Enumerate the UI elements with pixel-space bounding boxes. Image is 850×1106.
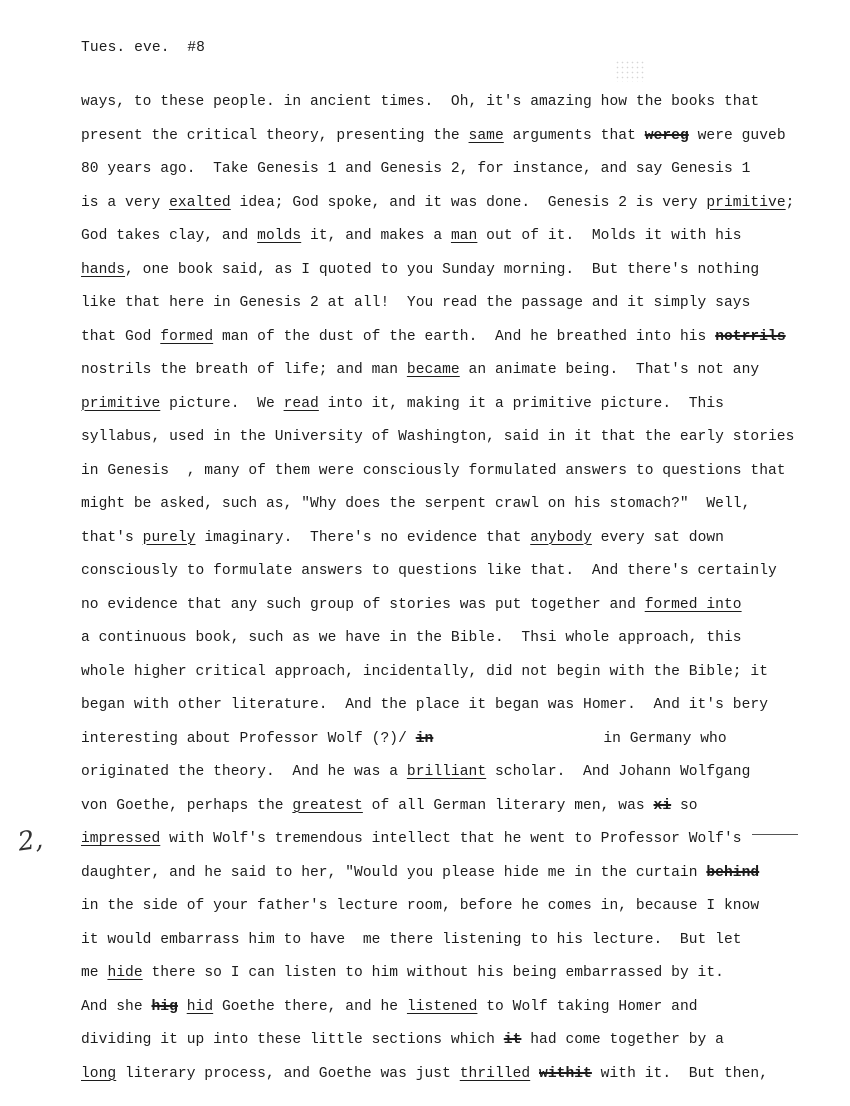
text-line [81, 155, 781, 189]
struck-word: xi [653, 797, 672, 814]
text-run: to Wolf taking Homer and [477, 998, 698, 1015]
margin-rule [752, 834, 798, 835]
text-run: might be asked, such as, "Why does the serpent crawl on his stomach?" Well, [81, 496, 751, 512]
text-run: And she [81, 998, 152, 1015]
text-run: literary process, and Goethe was just [116, 1065, 460, 1082]
underlined-word: hands [81, 261, 126, 278]
text-run [178, 999, 187, 1015]
underlined-word: hide [107, 965, 143, 981]
text-line [81, 758, 781, 792]
underlined-word: anybody [530, 529, 592, 546]
struck-word: withit [539, 1065, 592, 1082]
underlined-word: greatest [292, 797, 363, 814]
text-run: scholar. And Johann Wolfgang [486, 764, 751, 780]
text-run: syllabus, used in the University of Washington, said in it that the early stories [81, 429, 795, 445]
underlined-word: man [450, 228, 478, 244]
text-run: Goethe there, and he [213, 998, 407, 1015]
text-run: originated the theory. And he was a [81, 764, 407, 780]
underlined-word: became [406, 362, 460, 378]
struck-word: wereg [644, 127, 689, 144]
text-run: began with other literature. And the place it began was Homer. And it's bery [81, 697, 768, 713]
text-line [81, 423, 795, 457]
text-run: picture. We [160, 395, 284, 412]
underlined-word: impressed [81, 831, 161, 847]
underlined-word: long [81, 1065, 117, 1082]
text-run: arguments that [503, 127, 645, 144]
text-line [81, 892, 781, 926]
text-line [81, 825, 781, 859]
text-line [81, 490, 781, 524]
text-run: like that here in Genesis 2 at all! You read the passage and it simply says [81, 295, 751, 311]
text-line [81, 457, 786, 491]
text-run: consciously to formulate answers to questions like that. And there's certainly [81, 563, 777, 579]
text-run: a continuous book, such as we have in the Bible. Thsi whole approach, this [81, 630, 742, 646]
text-run: in Genesis , many of them were consciously formulated answers to questions that [81, 462, 786, 479]
underlined-word: hid [186, 998, 214, 1015]
text-run: present the critical theory, presenting the [81, 127, 469, 144]
underlined-word: formed [160, 328, 214, 345]
text-run: that's [81, 529, 143, 546]
text-run: idea; God spoke, and it was done. Genesis 2 is very [230, 194, 707, 211]
underlined-word: molds [257, 228, 302, 244]
text-run: daughter, and he said to her, "Would you please hide me in the curtain [81, 864, 707, 881]
underlined-word: formed into [644, 596, 742, 613]
text-run: with Wolf's tremendous intellect that he went to Professor Wolf's [160, 831, 742, 847]
struck-word: in [415, 730, 434, 747]
text-run: interesting about Professor Wolf (?)/ [81, 730, 416, 747]
underlined-word: thrilled [459, 1065, 531, 1082]
underlined-word: brilliant [406, 764, 487, 780]
text-line [81, 591, 781, 625]
text-run: imaginary. There's no evidence that [195, 529, 531, 546]
text-line [81, 691, 781, 725]
text-run: ways, to these people. in ancient times. Oh, it's amazing how the books that [81, 94, 760, 110]
text-run: man of the dust of the earth. And he breathed into his [213, 328, 716, 345]
text-run [530, 1066, 539, 1082]
struck-word: behind [706, 864, 760, 881]
text-run: every sat down [591, 529, 724, 546]
text-line [81, 390, 781, 424]
text-run: it would embarrass him to have me there listening to his lecture. But let [81, 931, 742, 948]
text-line [81, 859, 781, 893]
text-line [81, 1060, 781, 1094]
margin-note: 2, [16, 824, 45, 858]
page-header: Tues. eve. #8 [81, 40, 206, 56]
text-run: were guveb [688, 127, 786, 144]
text-run: of all German literary men, was [362, 797, 654, 814]
text-line [81, 356, 781, 390]
struck-word: it [503, 1032, 522, 1048]
text-run: von Goethe, perhaps the [81, 797, 293, 814]
text-line [81, 926, 781, 960]
underlined-word: purely [142, 529, 196, 546]
text-run: that God [81, 328, 161, 345]
text-line [81, 959, 781, 993]
text-run: dividing it up into these little sections which [81, 1032, 504, 1048]
text-line [81, 993, 781, 1027]
paper-speck [615, 60, 645, 82]
text-line [81, 256, 781, 290]
text-run: out of it. Molds it with his [477, 228, 742, 244]
text-run: God takes clay, and [81, 228, 258, 244]
text-line [81, 792, 781, 826]
underlined-word: read [283, 395, 319, 412]
text-run: had come together by a [521, 1032, 724, 1048]
text-run: in the side of your father's lecture room, before he comes in, because I know [81, 898, 760, 914]
underlined-word: listened [406, 998, 478, 1015]
text-run: whole higher critical approach, incidentally, did not begin with the Bible; it [81, 663, 768, 680]
text-run: ; [785, 194, 795, 211]
text-run: no evidence that any such group of stories was put together and [81, 596, 645, 613]
text-run: is a very [81, 194, 170, 211]
text-run: there so I can listen to him without his being embarrassed by it. [142, 965, 724, 981]
text-run: 80 years ago. Take Genesis 1 and Genesis 2, for instance, and say Genesis 1 [81, 161, 751, 177]
text-line [81, 88, 781, 122]
text-line [81, 189, 795, 223]
text-line [81, 122, 786, 156]
text-run: it, and makes a [301, 228, 451, 244]
text-run: in Germany who [603, 730, 727, 747]
struck-word: hig [151, 998, 178, 1015]
underlined-word: primitive [81, 395, 161, 412]
text-run: so [671, 797, 698, 814]
text-run: with it. But then, [591, 1065, 769, 1082]
text-run: , one book said, as I quoted to you Sunday morning. But there's nothing [125, 261, 760, 278]
text-run: me [81, 965, 108, 981]
text-run: nostrils the breath of life; and man [81, 362, 407, 378]
text-line [81, 658, 781, 692]
text-line [81, 323, 786, 357]
underlined-word: primitive [706, 194, 786, 211]
text-line [81, 524, 781, 558]
underlined-word: same [468, 127, 504, 144]
text-line [81, 725, 781, 759]
body-text [81, 88, 795, 1093]
text-line [81, 557, 781, 591]
text-line [81, 624, 781, 658]
text-run: into it, making it a primitive picture. This [318, 395, 724, 412]
text-line [81, 289, 781, 323]
struck-word: notrrils [715, 328, 786, 345]
text-run: an animate being. That's not any [459, 362, 760, 378]
text-line [81, 1026, 781, 1060]
underlined-word: exalted [169, 194, 231, 211]
text-line [81, 222, 781, 256]
